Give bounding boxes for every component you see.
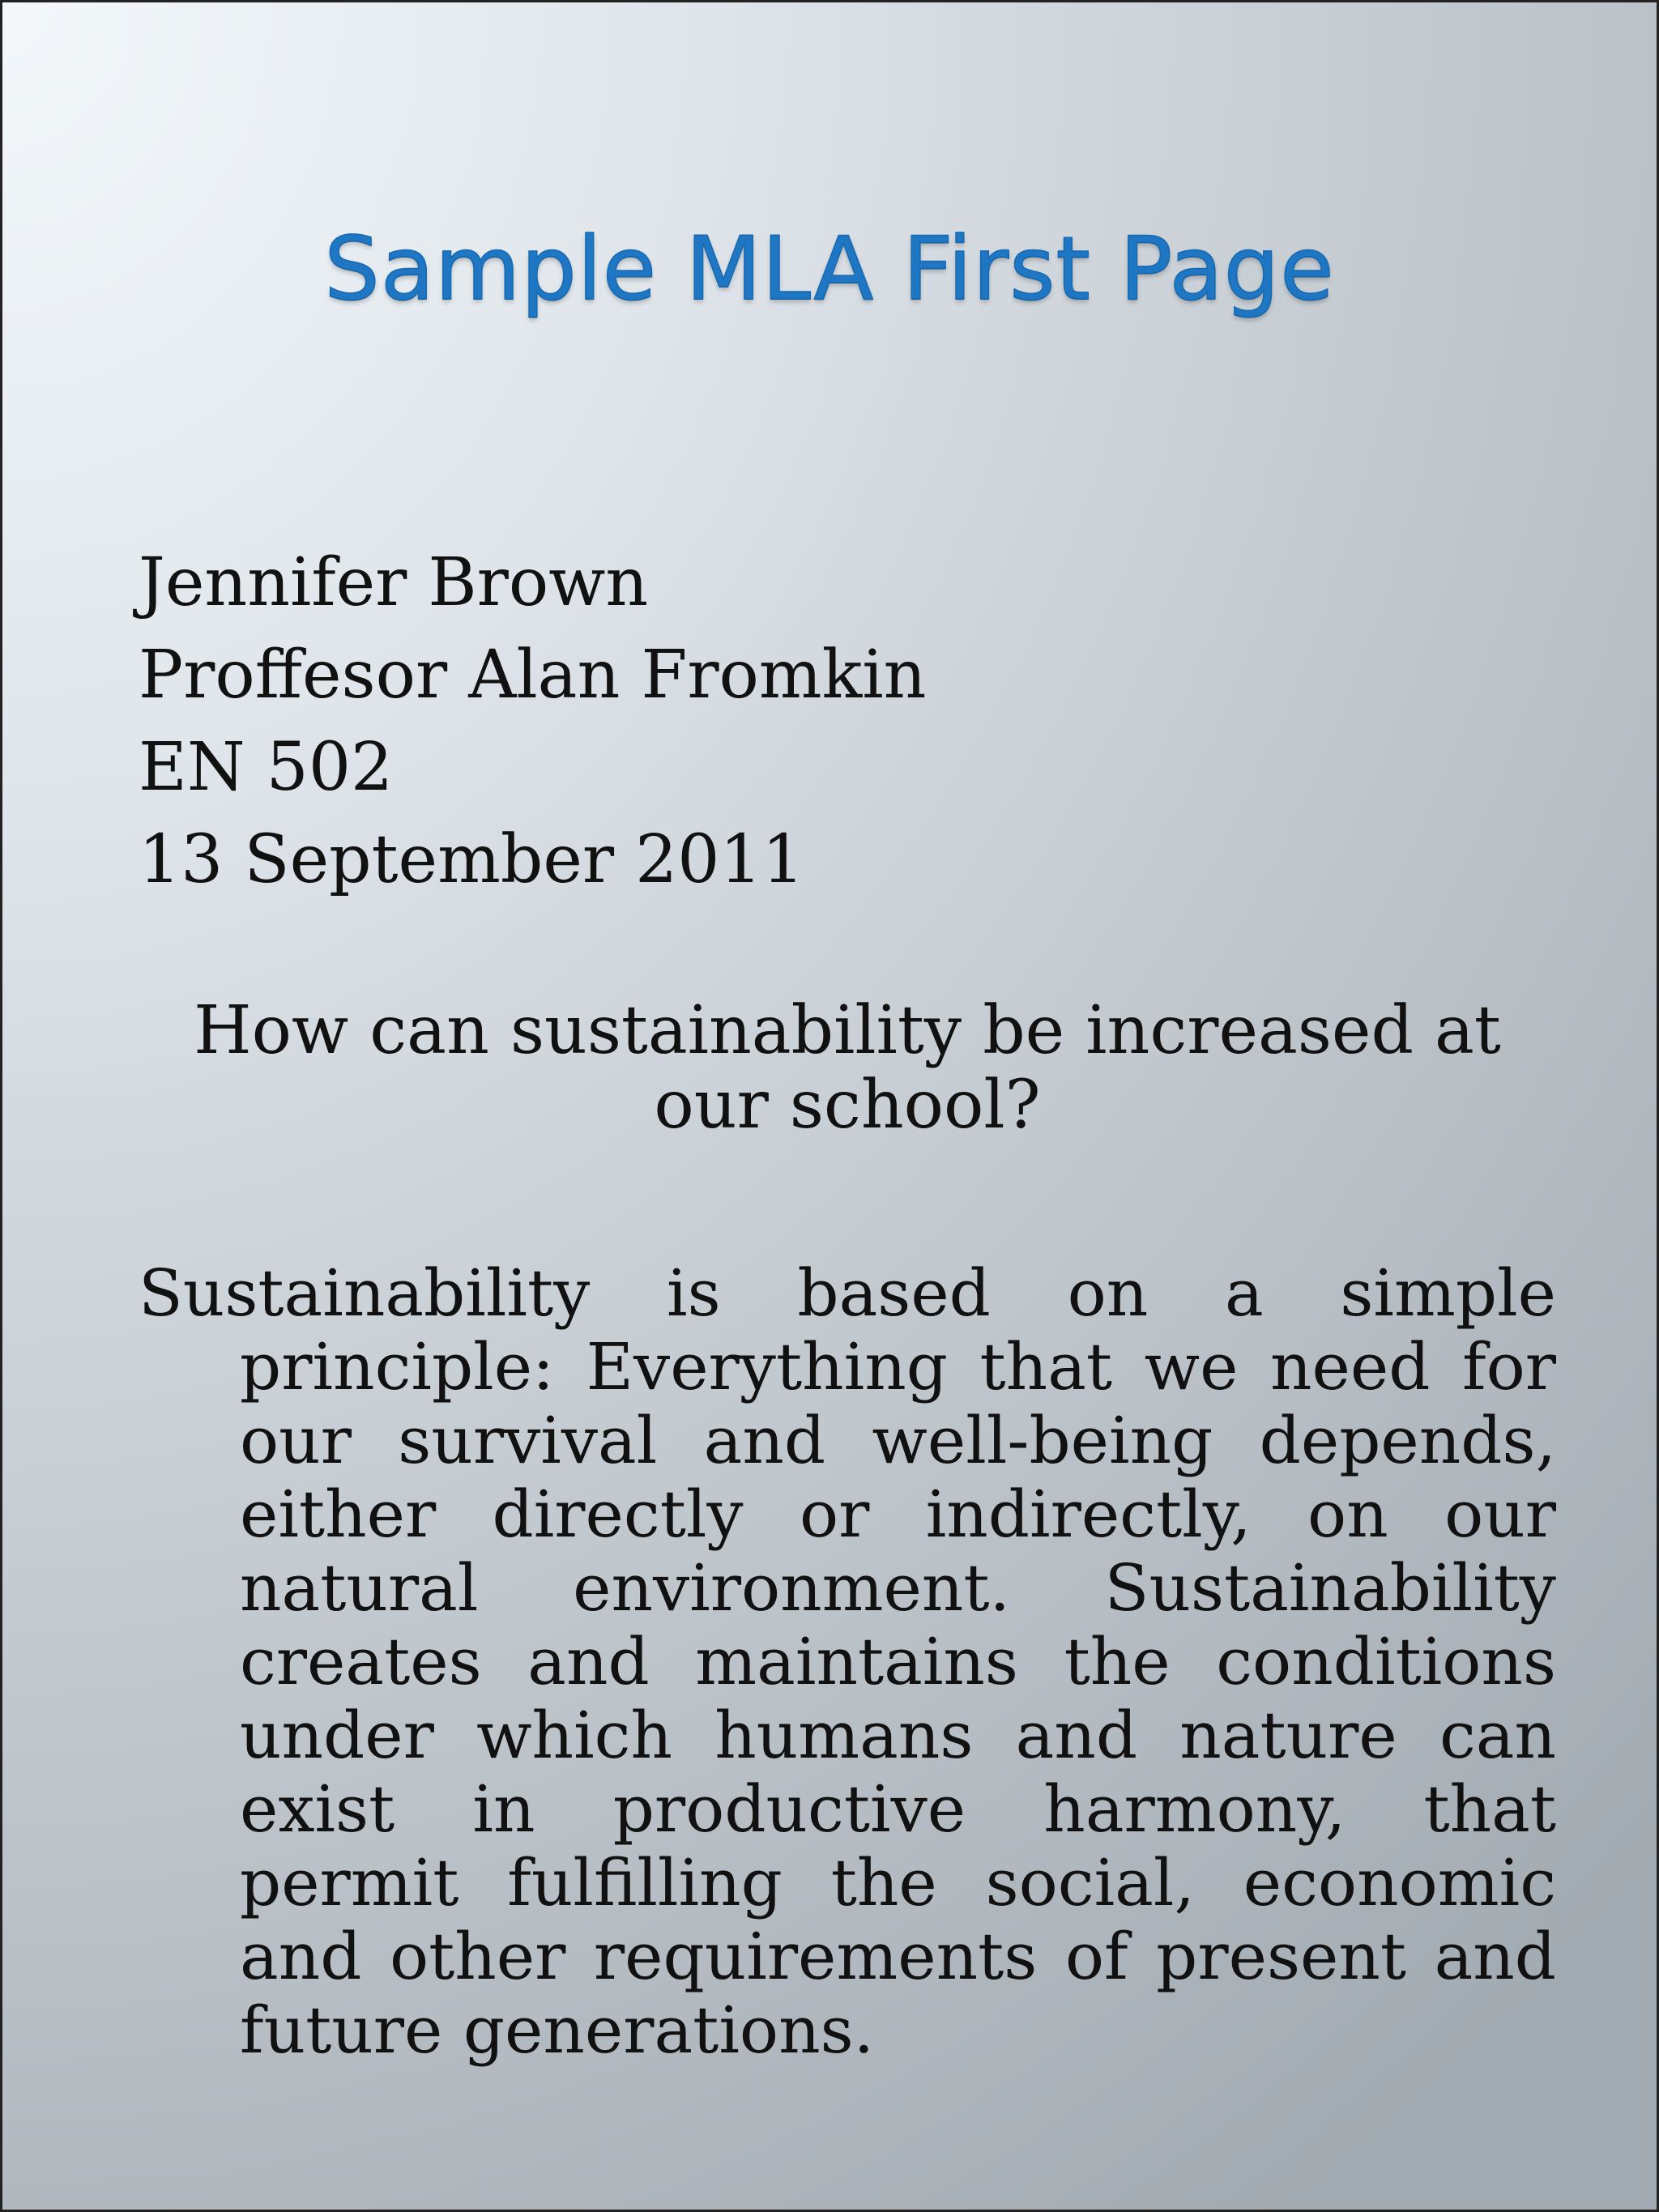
course-code: EN 502 (139, 729, 394, 806)
essay-title: How can sustainability be increased at our school? (194, 992, 1501, 1144)
body-paragraph: Sustainability is based on a simple principle: Everything that we need for our survival and well-being depends, either directly or indirectly, on our natural environment. Sustainability creates and maintains the conditions under which humans and nature can exist in productive harmony, that permit fulfilling the social, economic and other requirements of present and future generations. (139, 1255, 1556, 2068)
mla-header (139, 537, 926, 906)
professor-name: Proffesor Alan Fromkin (139, 637, 927, 714)
slide-title: Sample MLA First Page (324, 219, 1335, 320)
date: 13 September 2011 (139, 821, 804, 898)
student-name: Jennifer Brown (139, 544, 649, 621)
